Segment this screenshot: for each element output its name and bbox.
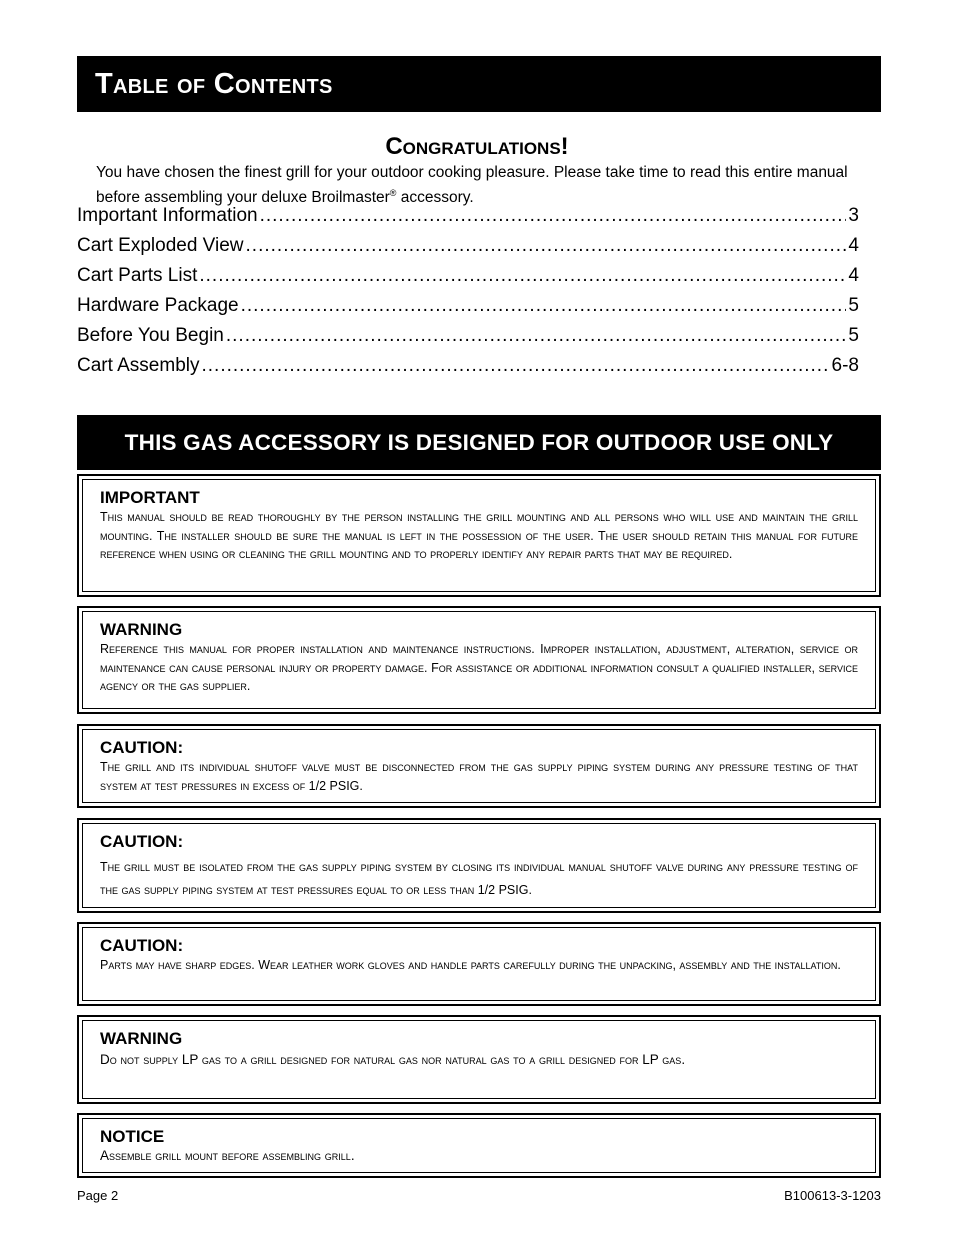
- page-title: Table of Contents: [77, 56, 881, 112]
- notice-heading: NOTICE: [100, 1127, 165, 1146]
- important-notice-box: [77, 474, 881, 597]
- notice-body: This manual should be read thoroughly by the person installing the grill mounting and all persons who will use and maintain the grill mounting. The installer should be sure the manual is left in the possession of the user. The user should retain this manual for future reference when using or cleaning the grill mounting and to properly identify any repair parts that may be required.: [100, 510, 858, 561]
- notice-heading: WARNING: [100, 1029, 183, 1048]
- caution-notice-box: [77, 818, 881, 913]
- notice-body: Reference this manual for proper installation and maintenance instructions. Improper installation, adjustment, alteration, service or maintenance can cause personal injury or property damage. For assistance or additional information consult a qualified installer, service agency or the gas supplier.: [100, 642, 858, 693]
- toc-leader-dots: [199, 261, 846, 291]
- caution-notice-box: [77, 922, 881, 1006]
- notice-box: [77, 1113, 881, 1178]
- notice-body: The grill must be isolated from the gas supply piping system by closing its individual manual shutoff valve during any pressure testing of the gas supply piping system at test pressures equal to or less than 1/2 PSIG.: [100, 860, 858, 897]
- warning-notice-box: [77, 1015, 881, 1104]
- toc-entry-label: Cart Exploded View: [77, 235, 244, 256]
- toc-entry-page: 4: [848, 265, 859, 286]
- toc-entry-page: 4: [848, 235, 859, 256]
- toc-entry-label: Hardware Package: [77, 295, 239, 316]
- document-code: B100613-3-1203: [784, 1188, 881, 1203]
- table-of-contents: [77, 201, 859, 381]
- toc-entry-cart-exploded-view[interactable]: [77, 231, 859, 261]
- toc-entry-page: 6-8: [831, 355, 859, 376]
- toc-entry-important-information[interactable]: [77, 201, 859, 231]
- notice-heading: WARNING: [100, 620, 183, 639]
- registered-mark: ®: [389, 188, 397, 198]
- toc-entry-label: Important Information: [77, 205, 258, 226]
- notice-heading: CAUTION:: [100, 832, 184, 851]
- notice-heading: CAUTION:: [100, 738, 184, 757]
- intro-text-end: accessory.: [396, 189, 474, 207]
- toc-entry-page: 5: [848, 325, 859, 346]
- toc-leader-dots: [260, 201, 847, 231]
- notice-heading: IMPORTANT: [100, 488, 200, 507]
- toc-leader-dots: [241, 291, 847, 321]
- warning-notice-box: [77, 606, 881, 714]
- toc-leader-dots: [226, 321, 847, 351]
- toc-entry-cart-parts-list[interactable]: [77, 261, 859, 291]
- notice-body: The grill and its individual shutoff valve must be disconnected from the gas supply piping system during any pressure testing of that system at test pressures in excess of 1/2 PSIG.: [100, 760, 858, 793]
- intro-text: You have chosen the finest grill for your outdoor cooking pleasure. Please take time to read this entire manual before assembling your deluxe Broilmaster: [96, 164, 848, 207]
- notice-body: Assemble grill mount before assembling grill.: [100, 1148, 355, 1163]
- toc-entry-label: Cart Assembly: [77, 355, 200, 376]
- notice-body: Do not supply LP gas to a grill designed for natural gas nor natural gas to a grill designed for LP gas.: [100, 1052, 686, 1067]
- toc-entry-cart-assembly[interactable]: [77, 351, 859, 381]
- toc-leader-dots: [246, 231, 847, 261]
- page-number: Page 2: [77, 1188, 119, 1203]
- notice-body: Parts may have sharp edges. Wear leather work gloves and handle parts carefully during the unpacking, assembly and the installation.: [100, 958, 841, 972]
- toc-entry-label: Before You Begin: [77, 325, 224, 346]
- toc-entry-hardware-package[interactable]: [77, 291, 859, 321]
- caution-notice-box: [77, 724, 881, 808]
- toc-entry-before-you-begin[interactable]: [77, 321, 859, 351]
- notice-heading: CAUTION:: [100, 936, 184, 955]
- outdoor-use-banner: THIS GAS ACCESSORY IS DESIGNED FOR OUTDOOR USE ONLY: [77, 415, 881, 470]
- toc-leader-dots: [201, 351, 829, 381]
- congratulations-heading: Congratulations!: [385, 133, 569, 160]
- toc-entry-page: 5: [848, 295, 859, 316]
- toc-entry-page: 3: [848, 205, 859, 226]
- toc-entry-label: Cart Parts List: [77, 265, 198, 286]
